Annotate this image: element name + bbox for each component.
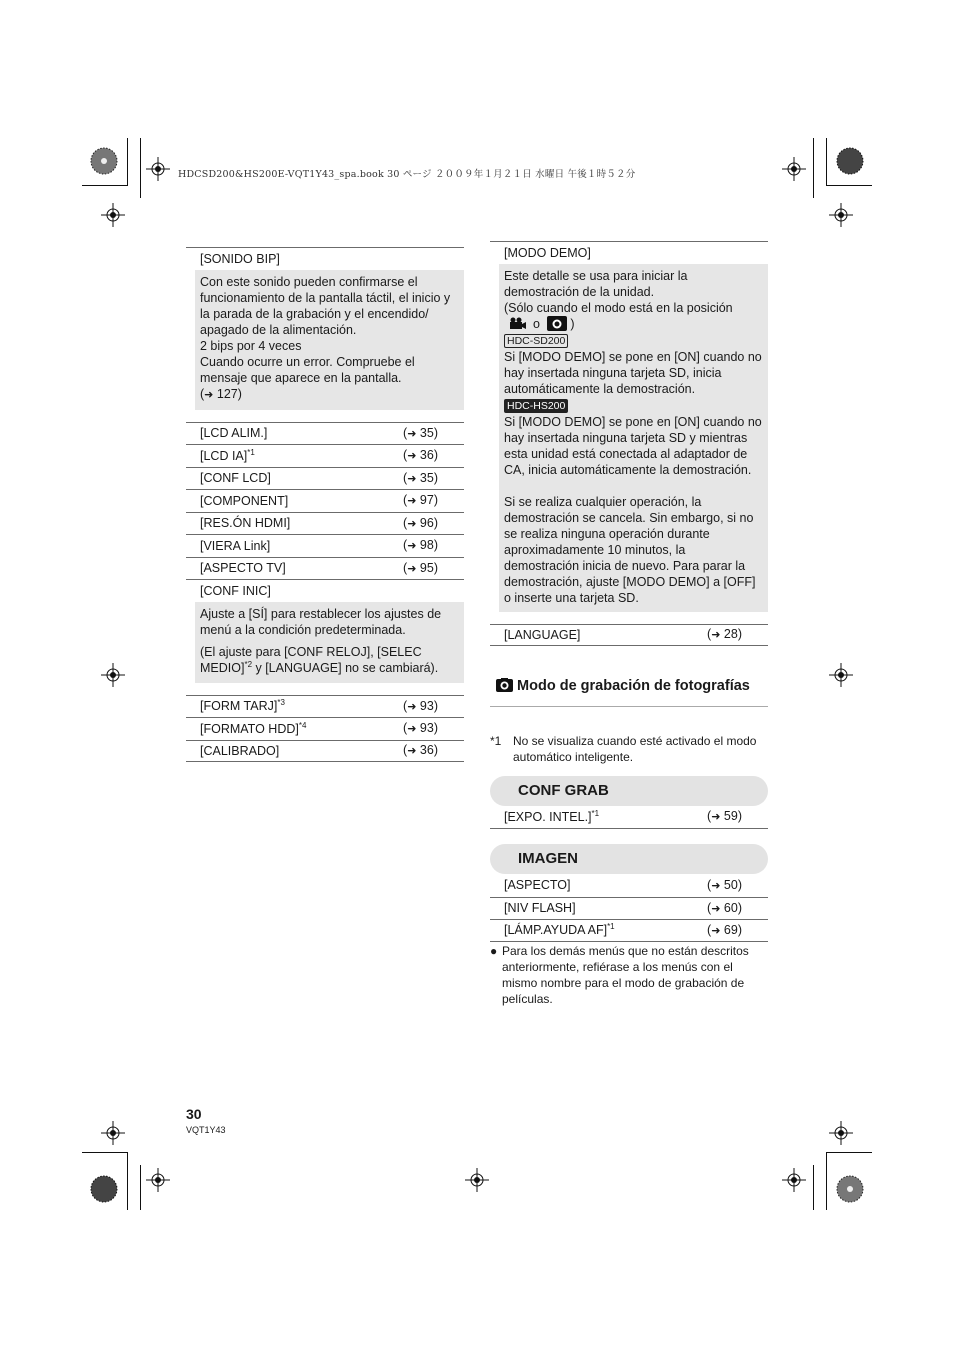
- menu-item-label: [LANGUAGE]: [504, 627, 581, 642]
- menu-row: [490, 806, 768, 829]
- menu-item-label: [CONF LCD]: [200, 471, 271, 486]
- left-column: [186, 247, 464, 762]
- section-title: [490, 677, 768, 707]
- mode-icons-line: [504, 316, 762, 332]
- trim-mark: [82, 185, 128, 186]
- menu-row-conf-inic: [186, 579, 464, 602]
- menu-row: [186, 422, 464, 445]
- trim-mark: [813, 1165, 814, 1210]
- conf-inic-description: [195, 602, 464, 683]
- menu-row: [186, 740, 464, 763]
- description-text: Si [MODO DEMO] se pone en [ON] cuando no hay insertada ninguna tarjeta SD, inicia automáticamente la demostración.: [504, 349, 762, 396]
- model-tag-sd200: HDC-SD200: [504, 334, 568, 348]
- bullet-icon: ●: [490, 944, 498, 958]
- imagen-table: [490, 874, 768, 942]
- registration-crosshair-icon: [101, 1121, 125, 1145]
- registration-crosshair-icon: [829, 663, 853, 687]
- registration-crosshair-icon: [146, 1168, 170, 1192]
- registration-crosshair-icon: [465, 1168, 489, 1192]
- registration-crosshair-icon: [829, 203, 853, 227]
- arrow-right-icon: ➜: [407, 449, 417, 463]
- note-bullet: [490, 943, 768, 1007]
- arrow-right-icon: ➜: [407, 561, 417, 575]
- page-reference: (➜ 36): [403, 743, 438, 758]
- registration-crosshair-icon: [101, 663, 125, 687]
- menu-item-label: [EXPO. INTEL.]$^{*1}$: [504, 808, 600, 824]
- rosette-mark: [836, 147, 864, 175]
- registration-crosshair-icon: [101, 203, 125, 227]
- menu-item-label: [ASPECTO TV]: [200, 561, 286, 576]
- arrow-right-icon: ➜: [407, 699, 417, 713]
- arrow-right-icon: ➜: [711, 923, 721, 937]
- menu-item-label: [RES.ÓN HDMI]: [200, 516, 291, 531]
- menu-item-label: [SONIDO BIP]: [200, 251, 280, 266]
- document-code: VQT1Y43: [186, 1125, 226, 1135]
- menu-item-label: [LÁMP.AYUDA AF]$^{*1}$: [504, 922, 615, 938]
- description-text: Con este sonido pueden confirmarse el funcionamiento de la pantalla táctil, el inicio y la parada de la grabación y el encendido/ apagado de la alimentación.: [200, 274, 451, 337]
- trim-mark: [826, 185, 872, 186]
- imagen-heading: IMAGEN: [490, 844, 768, 874]
- menu-row: [186, 512, 464, 535]
- page-reference: (➜ 35): [403, 425, 438, 440]
- rosette-mark: [90, 1175, 118, 1203]
- photo-mode-icon: [547, 317, 567, 331]
- menu-row: [186, 489, 464, 512]
- right-column: [490, 241, 768, 646]
- description-text: (Sólo cuando el modo está en la posición: [504, 300, 733, 315]
- close-paren: ): [570, 316, 575, 331]
- arrow-right-icon: ➜: [407, 516, 417, 530]
- arrow-right-icon: ➜: [711, 628, 721, 642]
- page-reference: (➜ 93): [403, 721, 438, 736]
- trim-mark: [127, 1152, 128, 1210]
- trim-mark: [826, 1152, 872, 1153]
- page-ref-text: 127): [216, 386, 242, 401]
- menu-item-label: [FORMATO HDD]$^{*4}$: [200, 720, 307, 736]
- arrow-right-icon: ➜: [407, 426, 417, 440]
- trim-mark: [826, 1152, 827, 1210]
- menu-item-label: [MODO DEMO]: [504, 245, 591, 260]
- page-number: 30: [186, 1106, 202, 1122]
- menu-row: [186, 534, 464, 557]
- arrow-right-icon: ➜: [204, 387, 214, 401]
- menu-item-label: [NIV FLASH]: [504, 901, 576, 916]
- registration-crosshair-icon: [829, 1121, 853, 1145]
- description-text: 2 bips por 4 veces: [200, 338, 302, 353]
- footnote-text: No se visualiza cuando esté activado el modo automático inteligente.: [513, 734, 757, 764]
- description-text: (El ajuste para [CONF RELOJ], [SELEC MEDIO]$^{*2}$ y [LANGUAGE] no se cambiará).: [200, 644, 439, 675]
- conf-grab-table: [490, 806, 768, 829]
- menu-row: [490, 897, 768, 920]
- menu-item-label: [CONF INIC]: [200, 583, 271, 598]
- trim-mark: [127, 138, 128, 186]
- page-reference: (➜ 69): [707, 922, 742, 937]
- page-reference: (➜ 50): [707, 877, 742, 892]
- arrow-right-icon: ➜: [407, 539, 417, 553]
- menu-row: [186, 467, 464, 490]
- menu-row: [186, 717, 464, 740]
- section-title-text: Modo de grabación de fotografías: [517, 678, 750, 694]
- rosette-mark: [90, 147, 118, 175]
- page-reference: (➜ 95): [403, 560, 438, 575]
- page-reference: (➜ 98): [403, 538, 438, 553]
- menu-item-label: [ASPECTO]: [504, 878, 571, 893]
- registration-crosshair-icon: [146, 157, 170, 181]
- or-text: o: [532, 316, 540, 331]
- arrow-right-icon: ➜: [407, 471, 417, 485]
- menu-item-label: [COMPONENT]: [200, 493, 289, 508]
- registration-crosshair-icon: [782, 1168, 806, 1192]
- trim-mark: [140, 138, 141, 198]
- menu-row: [490, 874, 768, 897]
- menu-row-modo-demo: [490, 241, 768, 264]
- menu-row: [186, 695, 464, 718]
- menu-item-label: [LCD ALIM.]: [200, 426, 268, 441]
- description-text: Si se realiza cualquier operación, la demostración se cancela. Sin embargo, si no se realiza ninguna operación durante aproximadamente 10 minutos, la demostración inicia de nuevo. Para parar la demostración, ajuste [MODO DEMO] a [OFF] o inserte una tarjeta SD.: [504, 494, 756, 605]
- arrow-right-icon: ➜: [407, 744, 417, 758]
- conf-grab-heading: CONF GRAB: [490, 776, 768, 806]
- description-text: Si [MODO DEMO] se pone en [ON] cuando no hay insertada ninguna tarjeta SD y mientras esta unidad está conectada al adaptador de CA, inicia automáticamente la demostración.: [504, 414, 762, 477]
- video-mode-icon: [508, 317, 526, 331]
- trim-mark: [82, 1152, 128, 1153]
- menu-row: [186, 557, 464, 580]
- arrow-right-icon: ➜: [711, 878, 721, 892]
- page-reference: (➜ 35): [403, 470, 438, 485]
- print-header: HDCSD200&HS200E-VQT1Y43_spa.book 30 ページ ２００９年１月２１日 水曜日 午後１時５２分: [178, 169, 636, 180]
- menu-row-sonido-bip: [186, 247, 464, 270]
- menu-row: [186, 444, 464, 467]
- arrow-right-icon: ➜: [711, 901, 721, 915]
- menu-item-label: [CALIBRADO]: [200, 743, 280, 758]
- page-reference: (➜ 59): [707, 809, 742, 824]
- page-reference: (➜ 60): [707, 900, 742, 915]
- arrow-right-icon: ➜: [711, 810, 721, 824]
- page-reference: (➜ 97): [403, 493, 438, 508]
- note-text: Para los demás menús que no están descritos anteriormente, refiérase a los menús con el mismo nombre para el modo de grabación de películas.: [502, 944, 749, 1006]
- page-reference: (➜ 127): [200, 386, 242, 401]
- description-text: Cuando ocurre un error. Compruebe el mensaje que aparece en la pantalla.: [200, 354, 415, 385]
- rosette-mark: [836, 1175, 864, 1203]
- page-reference: (➜ 28): [707, 627, 742, 642]
- page-reference: (➜ 93): [403, 698, 438, 713]
- description-text: Ajuste a [SÍ] para restablecer los ajustes de menú a la condición predeterminada.: [200, 606, 442, 637]
- menu-row-language: [490, 624, 768, 647]
- menu-row: [490, 919, 768, 942]
- menu-item-label: [VIERA Link]: [200, 538, 271, 553]
- arrow-right-icon: ➜: [407, 722, 417, 736]
- page-reference: (➜ 96): [403, 515, 438, 530]
- trim-mark: [140, 1165, 141, 1210]
- modo-demo-description: [499, 264, 768, 612]
- description-text: Este detalle se usa para iniciar la demostración de la unidad.: [504, 268, 688, 299]
- footnote: [490, 733, 768, 765]
- registration-crosshair-icon: [782, 157, 806, 181]
- trim-mark: [813, 138, 814, 198]
- arrow-right-icon: ➜: [407, 494, 417, 508]
- trim-mark: [826, 138, 827, 186]
- menu-item-label: [LCD IA]$^{*1}$: [200, 447, 255, 463]
- page-reference: (➜ 36): [403, 448, 438, 463]
- model-tag-hs200: HDC-HS200: [504, 399, 568, 413]
- footnote-mark: *1: [490, 734, 502, 748]
- menu-item-label: [FORM TARJ]$^{*3}$: [200, 698, 285, 714]
- camera-icon: [496, 678, 513, 692]
- sonido-bip-description: [195, 270, 464, 410]
